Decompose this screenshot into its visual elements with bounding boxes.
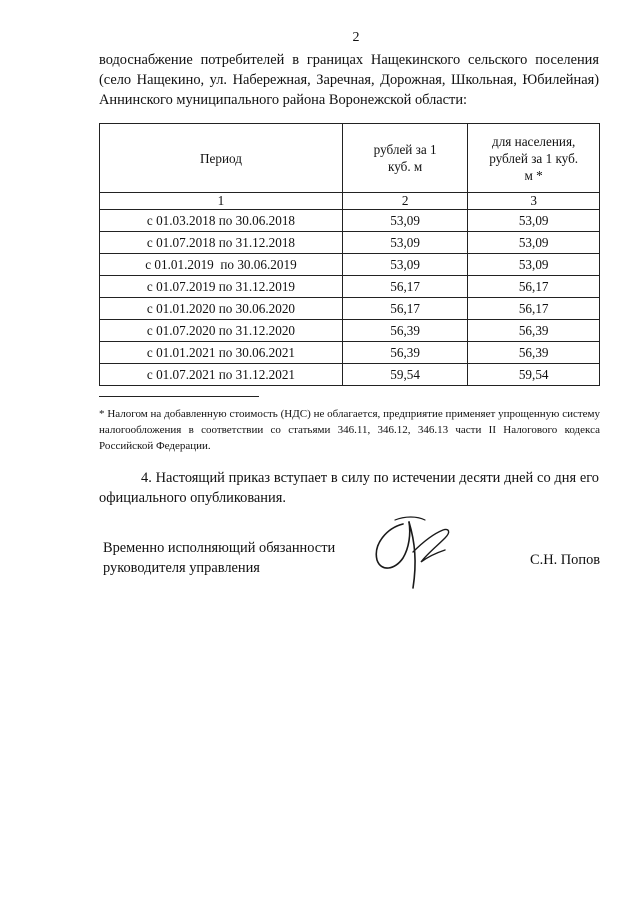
table-row — [100, 232, 600, 254]
rate-cell: 56,39 — [342, 342, 467, 364]
population-rate-cell: 56,17 — [468, 276, 600, 298]
table-header-row — [100, 124, 600, 193]
rate-cell: 53,09 — [342, 232, 467, 254]
signatory-title-line: руководителя управления — [103, 560, 260, 576]
rate-cell: 59,54 — [342, 364, 467, 386]
population-rate-cell: 59,54 — [468, 364, 600, 386]
period-cell: с 01.01.2019 по 30.06.2019 — [100, 254, 343, 276]
signatory-title-line: Временно исполняющий обязанности — [103, 540, 336, 556]
header-population-rate: для населения, рублей за 1 куб. м * — [468, 124, 600, 193]
period-cell: с 01.07.2018 по 31.12.2018 — [100, 232, 343, 254]
population-rate-cell: 56,17 — [468, 298, 600, 320]
rate-cell: 56,17 — [342, 298, 467, 320]
column-number: 3 — [468, 193, 600, 210]
period-cell: с 01.07.2019 по 31.12.2019 — [100, 276, 343, 298]
header-period: Период — [100, 124, 343, 193]
rate-cell: 56,17 — [342, 276, 467, 298]
period-cell: с 01.07.2020 по 31.12.2020 — [100, 320, 343, 342]
header-rate: рублей за 1 куб. м — [342, 124, 467, 193]
period-cell: с 01.01.2021 по 30.06.2021 — [100, 342, 343, 364]
column-number: 1 — [100, 193, 343, 210]
signatory-title — [103, 538, 335, 578]
population-rate-cell: 53,09 — [468, 254, 600, 276]
table-row — [100, 342, 600, 364]
period-cell: с 01.01.2020 по 30.06.2020 — [100, 298, 343, 320]
rate-cell: 56,39 — [342, 320, 467, 342]
period-cell: с 01.03.2018 по 30.06.2018 — [100, 210, 343, 232]
footnote: * Налогом на добавленную стоимость (НДС) не облагается, предприятие применяет упрощенную систему налогообложения в соответствии со статьями 346.11, 346.12, 346.13 части II Налогового кодекса Российской Федерации. — [99, 408, 600, 452]
rate-cell: 53,09 — [342, 210, 467, 232]
period-cell: с 01.07.2021 по 31.12.2021 — [100, 364, 343, 386]
column-number-row — [100, 193, 600, 210]
signatory-name: С.Н. Попов — [530, 552, 601, 568]
table-row — [100, 210, 600, 232]
intro-paragraph: водоснабжение потребителей в границах Нащекинского сельского поселения (село Нащекино, ул. Набережная, Заречная, Дорожная, Школьная, Юбилейная) Аннинского муниципального района Воронежской области: — [99, 52, 599, 108]
population-rate-cell: 53,09 — [468, 210, 600, 232]
clause-4: 4. Настоящий приказ вступает в силу по истечении десяти дней со дня его официального опубликования. — [99, 470, 599, 506]
population-rate-cell: 56,39 — [468, 320, 600, 342]
table-row — [100, 298, 600, 320]
population-rate-cell: 53,09 — [468, 232, 600, 254]
table-row — [100, 364, 600, 386]
page-number: 2 — [352, 30, 360, 45]
tariff-table — [99, 123, 600, 386]
population-rate-cell: 56,39 — [468, 342, 600, 364]
rate-cell: 53,09 — [342, 254, 467, 276]
table-row — [100, 276, 600, 298]
column-number: 2 — [342, 193, 467, 210]
footnote-divider — [99, 396, 259, 397]
table-row — [100, 254, 600, 276]
table-row — [100, 320, 600, 342]
handwritten-signature — [365, 512, 465, 592]
